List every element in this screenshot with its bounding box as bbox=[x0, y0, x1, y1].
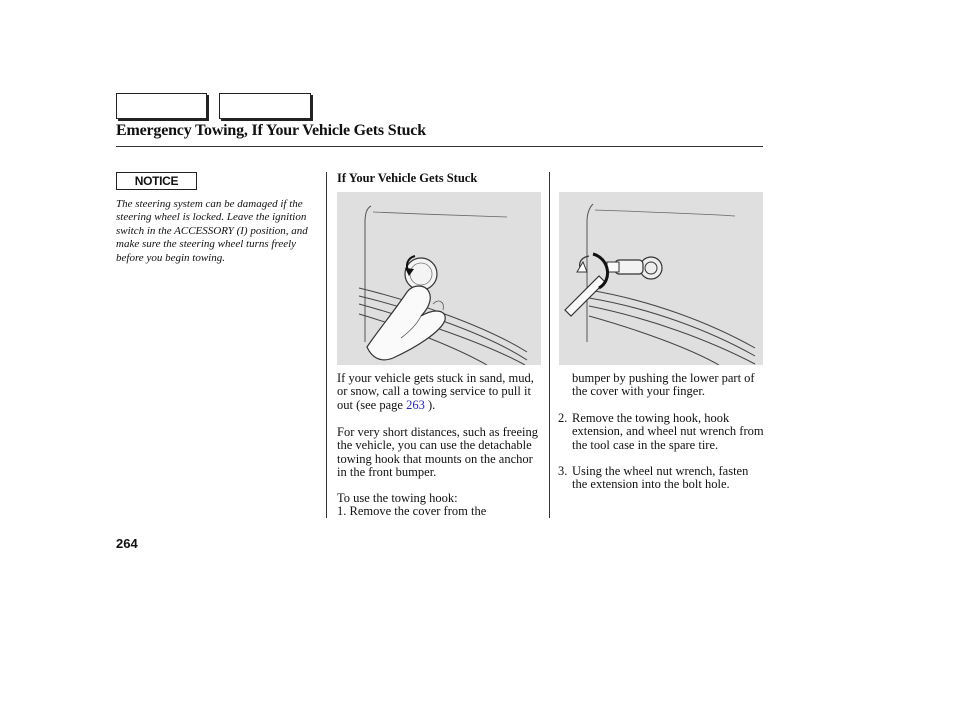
paragraph-stuck bbox=[337, 372, 542, 412]
step-3-number: 3. bbox=[558, 464, 568, 478]
step-3-text: Using the wheel nut wrench, fasten the extension into the bolt hole. bbox=[572, 464, 749, 492]
page-number: 264 bbox=[116, 536, 138, 551]
paragraph-short-distance: For very short distances, such as freeing the vehicle, you can use the detachable towing hook that mounts on the anchor in the front bumper. bbox=[337, 425, 538, 480]
paragraph-stuck-text: If your vehicle gets stuck in sand, mud, or snow, call a towing service to pull it out (see page bbox=[337, 371, 534, 412]
nav-tab-box-2[interactable] bbox=[219, 93, 311, 119]
step-2-number: 2. bbox=[558, 411, 568, 425]
section-heading: If Your Vehicle Gets Stuck bbox=[337, 171, 478, 185]
column-divider-1 bbox=[326, 172, 327, 518]
use-hook-intro: To use the towing hook: bbox=[337, 491, 458, 505]
header-divider bbox=[116, 146, 763, 147]
nav-tab-box-1[interactable] bbox=[116, 93, 207, 119]
towing-hook-drawing bbox=[559, 192, 763, 365]
page-link-263[interactable]: 263 bbox=[406, 397, 425, 412]
page-title: Emergency Towing, If Your Vehicle Gets Stuck bbox=[116, 122, 426, 139]
column-divider-2 bbox=[549, 172, 550, 518]
step-1-continued: bumper by pushing the lower part of the cover with your finger. bbox=[572, 371, 755, 399]
step-2-text: Remove the towing hook, hook extension, and wheel nut wrench from the tool case in the spare tire. bbox=[572, 411, 764, 452]
notice-text: The steering system can be damaged if the steering wheel is locked. Leave the ignition switch in the ACCESSORY (I) position, and make sure the steering wheel turns freely before you begin towing. bbox=[116, 198, 308, 264]
step-1-start: 1. Remove the cover from the bbox=[337, 504, 487, 519]
paragraph-stuck-end: ). bbox=[424, 397, 436, 412]
cover-removal-illustration bbox=[337, 192, 541, 365]
towing-hook-illustration bbox=[559, 192, 763, 365]
paragraph-use-hook bbox=[337, 492, 542, 519]
notice-label: NOTICE bbox=[116, 172, 197, 190]
cover-removal-drawing bbox=[337, 192, 541, 365]
